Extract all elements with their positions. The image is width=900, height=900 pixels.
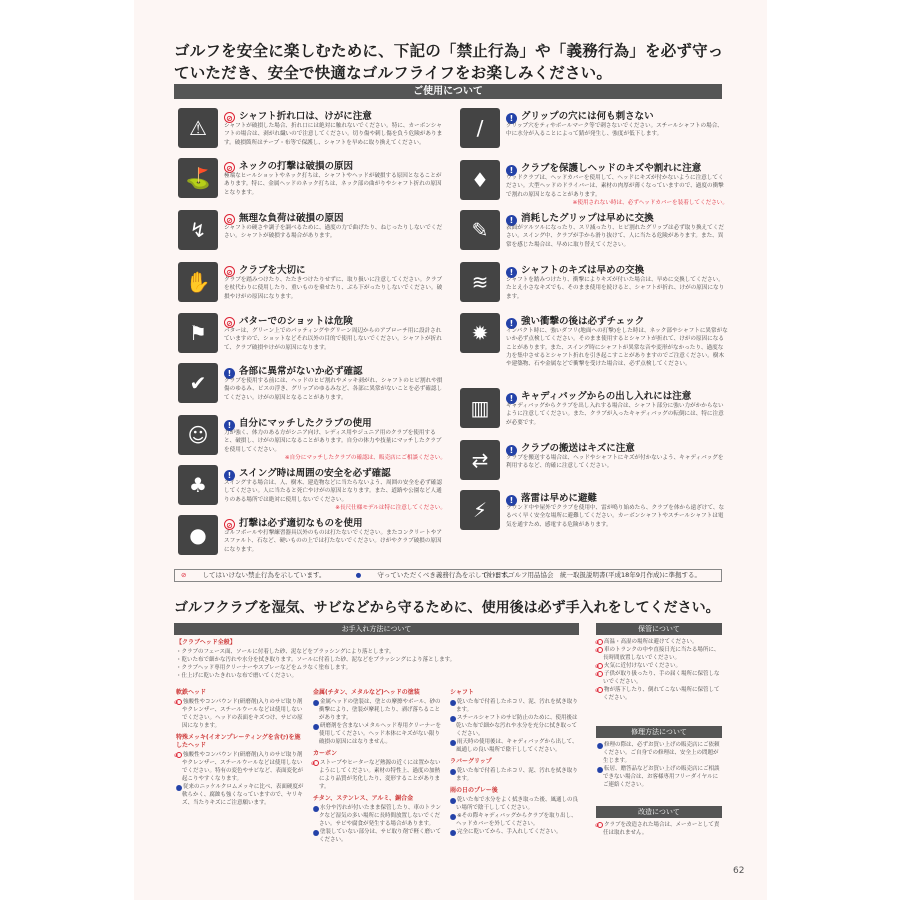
prohibit-icon: ⊘ bbox=[313, 760, 319, 766]
usage-item-title-text: クラブを大切に bbox=[239, 265, 306, 276]
exclamation-icon: ! bbox=[506, 495, 517, 506]
prohibit-icon: ⊘ bbox=[181, 571, 187, 579]
care-list-text: ・クラブのフェース面、ソールに付着した砂、泥などをブラッシングにより落とします。 bbox=[176, 649, 395, 655]
ball-hit-icon: ● bbox=[178, 515, 218, 555]
usage-item bbox=[460, 313, 730, 368]
exclamation-icon: ! bbox=[450, 798, 456, 804]
usage-item-title-text: シャフトのキズは早めの交換 bbox=[521, 265, 645, 276]
care-list-item bbox=[173, 698, 306, 730]
exclamation-icon: ! bbox=[313, 806, 319, 812]
legend-source: (社)日本ゴルフ用品協会 統一取扱説明書(平成18年9月作成)に準拠する。 bbox=[483, 571, 701, 579]
inspect-icon: ✔ bbox=[178, 363, 218, 403]
care-list-item bbox=[313, 804, 445, 828]
prohibit-icon: ⊘ bbox=[224, 519, 235, 530]
page-number: 62 bbox=[733, 866, 745, 876]
care-list-item bbox=[176, 783, 306, 807]
usage-item bbox=[460, 210, 730, 260]
neck-hit-icon: ⛳ bbox=[178, 158, 218, 198]
care-list-item bbox=[594, 638, 723, 646]
care-list-item bbox=[594, 670, 723, 686]
usage-item-title-text: 無理な負荷は破損の原因 bbox=[239, 213, 344, 224]
legend-bar bbox=[174, 569, 722, 582]
exclamation-icon: ! bbox=[506, 113, 517, 124]
care-list-item bbox=[594, 821, 723, 837]
care-list-text: 高温・高湿の場所は避けてください。 bbox=[604, 639, 698, 645]
modify-bar: 改造について bbox=[596, 806, 722, 818]
shaft-break-icon: ⚠ bbox=[178, 108, 218, 148]
usage-item-title bbox=[224, 158, 353, 173]
exclamation-icon: ● bbox=[355, 571, 362, 579]
usage-item bbox=[178, 515, 448, 565]
care-list-text: 乾いた布で水分をよく拭き取った後、風通しの良い場所で陰干ししてください。 bbox=[456, 797, 579, 811]
care-headline: ゴルフクラブを湿気、サビなどから守るために、使用後は必ず手入れをしてください。 bbox=[174, 600, 720, 616]
care-list-text: 強酸性やコンパウンド(研磨剤)入りのサビ取り剤やクレンザー、スチールウールなどは使用しないでください。ヘッドの表面をキズつけ、サビの原因になります。 bbox=[182, 699, 303, 729]
care-list-item bbox=[176, 672, 571, 680]
usage-item-title-text: キャディバッグからの出し入れには注意 bbox=[521, 391, 692, 402]
care-general-title: 【クラブヘッド全般】 bbox=[176, 639, 236, 646]
repair-bar: 修理方法について bbox=[596, 726, 722, 738]
prohibit-icon: ⊘ bbox=[597, 663, 603, 669]
usage-item-title-text: 強い衝撃の後は必ずチェック bbox=[521, 316, 645, 327]
exclamation-icon: ! bbox=[450, 769, 456, 775]
prohibit-icon: ⊘ bbox=[224, 214, 235, 225]
usage-item bbox=[460, 490, 730, 540]
putter-shot-icon: ⚑ bbox=[178, 313, 218, 353]
care-list-item bbox=[173, 751, 306, 783]
care-list-item bbox=[450, 796, 580, 812]
prohibit-icon: ⊘ bbox=[597, 671, 603, 677]
care-list-item bbox=[310, 759, 445, 791]
lightning-icon: ⚡ bbox=[460, 490, 500, 530]
usage-item-title-text: シャフト折れ口は、けがに注意 bbox=[239, 111, 372, 122]
exclamation-icon: ! bbox=[313, 700, 319, 706]
usage-item-title-text: 落雷は早めに避難 bbox=[521, 493, 598, 504]
grip-wear-icon: ✎ bbox=[460, 210, 500, 250]
usage-item-body: パターは、グリーン上でのパッティングやグリーン周辺からのアプローチ用に設計されていますので、ショットなどそれ以外の目的で使用しないでください。シャフトが折れて、クラブ破損やけがの原因になります。 bbox=[224, 328, 442, 351]
exclamation-icon: ! bbox=[506, 445, 517, 456]
usage-item-body: ウッドクラブは、ヘッドカバーを使用して、ヘッドにキズが付かないように注意してください。大型ヘッドのドライバーは、素材の肉厚が薄くなっていますので、過度の衝撃で割れの原因となることがあります。 ※使用されない時は、必ずヘッドカバーを装着してください。 bbox=[506, 175, 728, 206]
prohibit-icon: ⊘ bbox=[597, 822, 603, 828]
usage-item-body: ゴルフボールや打撃練習器具以外のものは打たないでください。またコンクリートやアスファルト、石など、硬いものの上では打たないでください。けがやクラブ破損の原因になります。 bbox=[224, 530, 442, 553]
usage-item-body: シャフトの硬さや調子を調べるために、過度の力で曲げたり、ねじったりしないでください。シャフトが破損する場合があります。 bbox=[224, 225, 443, 240]
care-modify bbox=[594, 821, 723, 837]
usage-item bbox=[178, 158, 448, 208]
usage-item bbox=[178, 210, 448, 260]
prohibit-icon: ⊘ bbox=[597, 639, 603, 645]
exclamation-icon: ! bbox=[224, 420, 235, 431]
exclamation-icon: ! bbox=[597, 767, 603, 773]
prohibit-icon: ⊘ bbox=[224, 266, 235, 277]
exclamation-icon: ! bbox=[450, 814, 456, 820]
care-list-item bbox=[450, 828, 580, 836]
care-rain-title: 雨の日のプレー後 bbox=[450, 787, 498, 794]
usage-item-title bbox=[224, 313, 353, 328]
care-carbon-title: カーボン bbox=[313, 750, 338, 757]
usage-item bbox=[178, 465, 448, 515]
care-list-item bbox=[594, 646, 723, 662]
care-bar: お手入れ方法について bbox=[174, 623, 579, 635]
prohibit-icon: ⊘ bbox=[176, 699, 182, 705]
impact-check-icon: ✹ bbox=[460, 313, 500, 353]
usage-item-note: ※使用されない時は、必ずヘッドカバーを装着してください。 bbox=[572, 199, 728, 206]
care-list-item bbox=[450, 738, 580, 754]
exclamation-icon: ! bbox=[450, 830, 456, 836]
page-headline: ゴルフを安全に楽しむために、下記の「禁止行為」や「義務行為」を必ず守っていただき、安全で快適なゴルフライフをお楽しみください。 bbox=[174, 42, 724, 82]
care-list-item bbox=[176, 656, 571, 664]
care-list-text: 修理の際は、必ずお買い上げの販売店にご依頼ください。ご自身での修理は、安全上の問題が生じます。 bbox=[603, 742, 720, 764]
usage-item-body: ラウンド中や屋外でクラブを使用中、雷が鳴り始めたら、クラブを体から遠ざけて、なるべく早く安全な場所に避難してください。カーボンシャフトやスチールシャフトは電気を通すため、感電する危険があります。 bbox=[506, 505, 725, 528]
storage-bar: 保管について bbox=[596, 623, 722, 635]
care-list-item bbox=[176, 648, 571, 656]
usage-item-body: クラブを使用する前には、ヘッドのヒビ割れやメッキ剥がれ、シャフトのヒビ割れや損傷のゆるみ、ビスの浮き、グリップのゆるみなど、各部に異常がないことを必ず確認してください。けがの原因となることがあります。 bbox=[224, 378, 443, 401]
care-list-item bbox=[313, 698, 445, 722]
care-list-text: クラブを改造された場合は、メーカーとして責任は取れません。 bbox=[603, 822, 720, 836]
usage-item bbox=[460, 388, 730, 438]
usage-item-body: シャフトが破損した場合、折れ口には絶対に触れないでください。特に、カーボンシャフトの場合は、剥がれ繊いので注意してください。切り傷や刺し傷を負う危険があります。破損箇所はテープ・布等で保護し、シャフトを早めに取り換えてください。 bbox=[224, 123, 443, 146]
care-list-item bbox=[597, 765, 723, 789]
care-list-text: 研磨剤を含まないメタルヘッド専用クリーナーを使用してください。ヘッド本体にキズがない限り破損の原因にはなりません。 bbox=[319, 723, 442, 745]
usage-item-title-text: クラブを保護しヘッドのキズや割れに注意 bbox=[521, 163, 702, 174]
usage-item-body: シャフトを踏みつけたり、衝撃によりキズが付いた場合は、早めに交換してください。たとえ小さなキズでも、そのまま使用を続けると、シャフトが折れ、けがの原因になります。 bbox=[506, 277, 725, 300]
care-list-item bbox=[594, 686, 723, 702]
caddy-bag-icon: ▥ bbox=[460, 388, 500, 428]
care-list-text: 乾いた布で付着したホコリ、泥、汚れを拭き取ります。 bbox=[456, 699, 578, 713]
prohibit-icon: ⊘ bbox=[224, 162, 235, 173]
usage-item-body: 表面がツルツルになったり、スリ減ったり、ヒビ割れたグリップは必ず取り換えてください。スイング中、クラブが手から滑り抜けて、人に当たる危険があります。また、異常を感じた場合は、早めに取り替えてください。 bbox=[506, 225, 724, 248]
usage-item-body: キャディバッグからクラブを出し入れする場合は、シャフト部分に強い力がかからないように注意してください。また、クラブが入ったキャディバッグの転倒には、特に注意が必要です。 bbox=[506, 403, 724, 426]
care-shaft-title: シャフト bbox=[450, 689, 474, 696]
usage-item-title-text: パターでのショットは危険 bbox=[239, 316, 353, 327]
usage-item bbox=[460, 160, 730, 210]
fit-club-icon: ☺ bbox=[178, 415, 218, 455]
exclamation-icon: ! bbox=[450, 700, 456, 706]
care-list-text: 水分や汚れが付いたまま保管したり、車のトランクなど湿気の多い場所に長時間放置しないでください。サビや腐食が発生する場合があります。 bbox=[319, 805, 442, 827]
exclamation-icon: ! bbox=[506, 267, 517, 278]
care-list-text: 塗装していない部分は、サビ取り剤で軽く磨いてください。 bbox=[319, 829, 442, 843]
usage-item bbox=[460, 108, 730, 158]
usage-item bbox=[178, 108, 448, 158]
care-soft bbox=[173, 689, 306, 807]
usage-item-note: ※長尺仕様モデルは特に注意してください。 bbox=[335, 504, 446, 511]
legend-req-text: 守っていただくべき義務行為を示しています。 bbox=[377, 571, 514, 579]
care-list-text: ※その際キャディバッグからクラブを取り出し、ヘッドカバーを外してください。 bbox=[456, 813, 577, 827]
club-care-icon: ✋ bbox=[178, 262, 218, 302]
care-list-text: ・乾いた布で細かな汚れや水分を拭き取ります。ソールに付着した砂、泥などをブラッシングにより落とします。 bbox=[176, 657, 456, 663]
shaft-scratch-icon: ≋ bbox=[460, 262, 500, 302]
care-plated-title: 特殊メッキ(イオンプレーティングを含む)を施したヘッド bbox=[176, 734, 301, 749]
usage-item-title bbox=[224, 210, 344, 225]
bend-load-icon: ↯ bbox=[178, 210, 218, 250]
care-shaft bbox=[450, 689, 580, 836]
usage-item-body: スイングする場合は、人、樹木、建造物などに当たらないよう、周囲の安全を必ず確認してください。人に当たると死亡やけがの原因となります。また、道路や公園など人通りのある場所では絶対に使用しないでください。 ※長尺仕様モデルは特に注意してください。 bbox=[224, 480, 446, 511]
head-cover-icon: ♦ bbox=[460, 160, 500, 200]
usage-item-body: 力が強く、体力のある方がシニア向け、レディス用やジュニア用のクラブを使用すると、破損し、けがの原因になることがあります。自分の体力や技量にマッチしたクラブを使用してください。 ※自分にマッチしたクラブの確認は、販売店にご相談ください。 bbox=[224, 430, 446, 461]
usage-item-title-text: クラブの搬送はキズに注意 bbox=[521, 443, 635, 454]
usage-item-body: 極端なヒールショットやネック打ちは、シャフトやヘッドが破損する原因となることがあります。特に、金属ヘッドのネック打ちは、ネック部の曲がりやシャフト折れの原因となります。 bbox=[224, 173, 442, 196]
care-list-text: 物が落下したり、倒れてこない場所に保管してください。 bbox=[603, 687, 720, 701]
usage-item-body: インパクト時に、強いダフリ(地面への打撃)をした時は、ネック部やシャフトに異常がないか必ず点検してください。そのまま使用するとシャフトが折れて、けがの原因になることがあります。また、スイング時にシャフトが異常な音や変形がなかったり、過度な力を集中させるとシャフト折れを引き起こすことがありますのでご注意ください。樹木や建築物、石や金属などで衝撃を受けた場合は、必ず点検してください。 bbox=[506, 328, 728, 368]
exclamation-icon: ! bbox=[506, 165, 517, 176]
usage-item-title bbox=[224, 108, 372, 123]
exclamation-icon: ! bbox=[506, 318, 517, 329]
usage-item-title-text: グリップの穴には何も刺さない bbox=[521, 111, 654, 122]
exclamation-icon: ! bbox=[224, 470, 235, 481]
usage-item-title-text: 打撃は必ず適切なものを使用 bbox=[239, 518, 363, 529]
section-title-bar: ご使用について bbox=[174, 84, 722, 99]
exclamation-icon: ! bbox=[224, 368, 235, 379]
care-list-text: 乾いた布で付着したホコリ、泥、汚れを拭き取ります。 bbox=[456, 768, 578, 782]
prohibit-icon: ⊘ bbox=[224, 317, 235, 328]
care-list-text: ・クラブヘッド専用クリーナーやスプレーなどをムラなく塗布します。 bbox=[176, 665, 352, 671]
care-list-item bbox=[450, 714, 580, 738]
exclamation-icon: ! bbox=[597, 743, 603, 749]
prohibit-icon: ⊘ bbox=[597, 647, 603, 653]
care-list-text: ストーブやヒーターなど熱源の近くには置かないようにしてください。素材の特性上、過度の加熱により品質が劣化したり、変形することがあります。 bbox=[319, 760, 441, 790]
care-storage bbox=[594, 638, 723, 702]
care-list-item bbox=[450, 767, 580, 783]
usage-item bbox=[178, 415, 448, 465]
care-list-text: 完全に乾いてから、手入れしてください。 bbox=[457, 829, 562, 835]
care-metal-title: 金属(チタン、メタルなど)ヘッドの塗装 bbox=[313, 689, 420, 696]
prohibit-icon: ⊘ bbox=[597, 687, 603, 693]
usage-item-title-text: 自分にマッチしたクラブの使用 bbox=[239, 418, 372, 429]
usage-item-title-text: ネックの打撃は破損の原因 bbox=[239, 161, 354, 172]
care-list-item bbox=[176, 664, 571, 672]
care-list-item bbox=[313, 828, 445, 844]
prohibit-icon: ⊘ bbox=[176, 752, 182, 758]
usage-item-body: クラブを踏みつけたり、たたきつけたりせずに、取り扱いに注意してください。クラブを杖代わりに使用したり、重いものを乗せたり、ぶら下がったりしないでください。破損やけがの原因になります。 bbox=[224, 277, 443, 300]
care-soft-title: 軟鉄ヘッド bbox=[176, 689, 207, 696]
grip-hole-icon: / bbox=[460, 108, 500, 148]
care-list-text: 金属ヘッドの塗装は、塗との摩擦やボール、砂の衝撃により、塗装が摩耗したり、剥げ落ちることがあります。 bbox=[319, 699, 441, 721]
usage-item-body: グリップ穴をティやボールマーク等で刺さないでください。スチールシャフトの場合、中に水分が入ることによって錆が発生し、強度が低下します。 bbox=[506, 123, 723, 138]
legend-pro-text: してはいけない禁止行為を示しています。 bbox=[202, 571, 326, 579]
usage-item-body: クラブを搬送する場合は、ヘッドやシャフトにキズが付かないよう、キャディバッグを利用するなど、的確に注意してください。 bbox=[506, 455, 724, 470]
care-list-item bbox=[313, 722, 445, 746]
usage-item bbox=[178, 262, 448, 312]
exclamation-icon: ! bbox=[313, 724, 319, 730]
care-list-text: スチールシャフトのサビ防止のために、使用後は乾いた布で細かな汚れや水分を充分に拭き取ってください。 bbox=[456, 715, 578, 737]
care-general bbox=[176, 639, 571, 680]
usage-item-note: ※自分にマッチしたクラブの確認は、販売店にご相談ください。 bbox=[284, 454, 446, 461]
care-list-item bbox=[450, 698, 580, 714]
exclamation-icon: ! bbox=[506, 393, 517, 404]
exclamation-icon: ! bbox=[176, 785, 182, 791]
care-list-text: 車のトランクの中や直接日光に当たる場所に、長時間放置しないでください。 bbox=[603, 647, 720, 661]
usage-item-title bbox=[224, 262, 306, 277]
care-grip-title: ラバーグリップ bbox=[450, 758, 492, 765]
care-repair bbox=[597, 741, 723, 789]
usage-item bbox=[178, 363, 448, 413]
legend-prohibited bbox=[181, 571, 340, 579]
care-list-text: ・仕上げに乾いたきれいな布で磨いてください。 bbox=[176, 673, 298, 679]
care-list-text: 子供が取り扱ったり、手の届く場所に保管しないでください。 bbox=[603, 671, 720, 685]
usage-item bbox=[460, 440, 730, 490]
usage-item-title-text: 各部に異常がないか必ず確認 bbox=[239, 366, 363, 377]
usage-item-title bbox=[224, 515, 363, 530]
care-stainless-title: チタン、ステンレス、アルミ、銅合金 bbox=[313, 795, 414, 802]
exclamation-icon: ! bbox=[313, 830, 319, 836]
usage-item bbox=[178, 313, 448, 363]
prohibit-icon: ⊘ bbox=[224, 112, 235, 123]
care-list-text: 強酸性やコンパウンド(研磨剤)入りのサビ取り剤やクレンザー、スチールウールなどは使用しないでください。特有の変色やサビなど、表面変化が起こりやすくなります。 bbox=[182, 752, 304, 782]
care-list-text: 雨天時の使用後は、キャディバッグから出して、風通しの良い場所で陰干ししてください。 bbox=[456, 739, 578, 753]
exclamation-icon: ! bbox=[506, 215, 517, 226]
care-list-item bbox=[450, 812, 580, 828]
transport-icon: ⇄ bbox=[460, 440, 500, 480]
usage-item-title-text: スイング時は周囲の安全を必ず確認 bbox=[239, 468, 391, 479]
care-list-text: 火気に近付けないでください。 bbox=[604, 663, 682, 669]
surroundings-icon: ♣ bbox=[178, 465, 218, 505]
usage-item-title-text: 消耗したグリップは早めに交換 bbox=[521, 213, 654, 224]
care-list-text: 転居、贈答品などお買い上げの販売店にご相談できない場合は、お客様専用フリーダイヤルにご連絡ください。 bbox=[603, 766, 720, 788]
care-metal bbox=[310, 689, 445, 844]
usage-item bbox=[460, 262, 730, 312]
care-list-item bbox=[594, 662, 723, 670]
exclamation-icon: ! bbox=[450, 716, 456, 722]
exclamation-icon: ! bbox=[450, 740, 456, 746]
care-list-text: 従来のニッケルクロムメッキに比べ、表面硬度が軟らかく、腐蝕も強くなっていますので、ヤリキズ、当たりキズにご注意願います。 bbox=[182, 784, 304, 806]
care-list-item bbox=[597, 741, 723, 765]
